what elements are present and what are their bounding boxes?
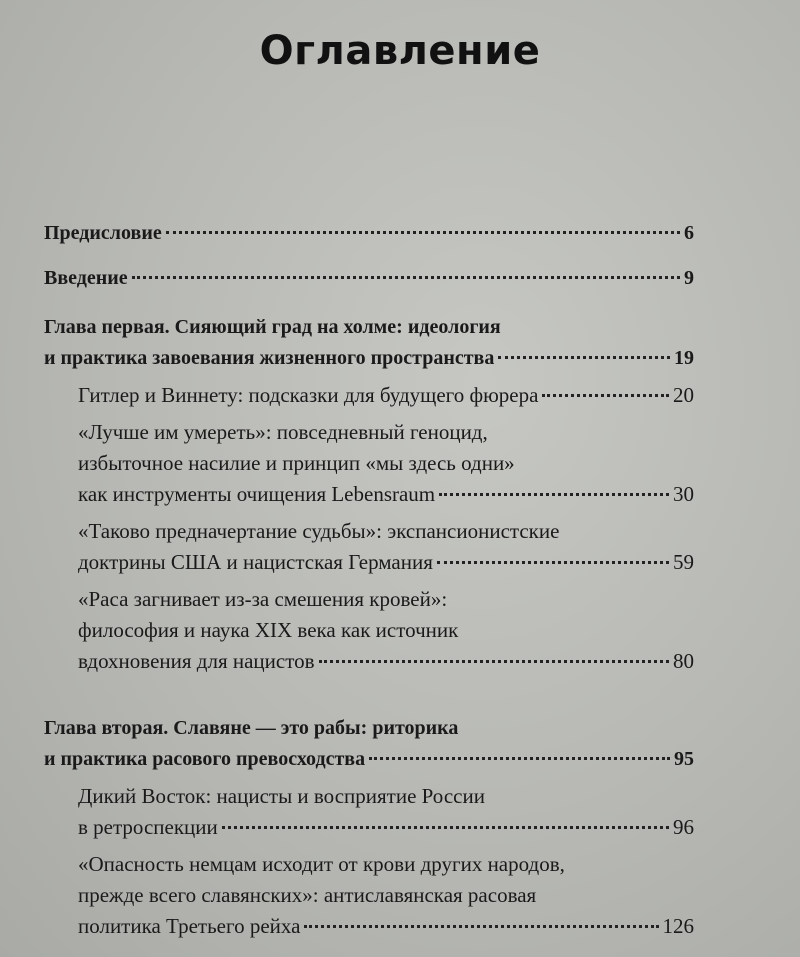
toc-entry-chapter-2	[44, 713, 694, 775]
page-number: 126	[662, 914, 694, 938]
entry-title: Введение	[44, 267, 128, 289]
table-of-contents	[44, 218, 694, 942]
entry-title: Гитлер и Виннету: подсказки для будущего фюрера	[78, 383, 539, 407]
dot-leader	[439, 493, 669, 496]
page-number: 19	[674, 347, 694, 369]
toc-entry-section	[78, 584, 694, 677]
entry-title: политика Третьего рейха	[78, 914, 301, 938]
page-number: 59	[673, 550, 694, 574]
dot-leader	[498, 356, 670, 359]
toc-line	[44, 343, 694, 374]
page-number: 9	[684, 267, 694, 289]
toc-entry-section	[78, 417, 694, 510]
entry-title-line: «Таково предначертание судьбы»: экспансионистские	[78, 519, 560, 543]
entry-title-line: «Опасность немцам исходит от крови других народов,	[78, 852, 565, 876]
toc-entry-section	[78, 380, 694, 411]
toc-entry-section	[78, 781, 694, 843]
entry-title: доктрины США и нацистская Германия	[78, 550, 433, 574]
dot-leader	[542, 394, 669, 397]
page-number: 6	[684, 222, 694, 244]
entry-title-line: философия и наука XIX века как источник	[78, 618, 459, 642]
entry-title: и практика завоевания жизненного пространства	[44, 347, 495, 369]
entry-title-line: Глава первая. Сияющий град на холме: идеология	[44, 316, 501, 338]
dot-leader	[304, 925, 658, 928]
toc-line	[78, 646, 694, 677]
entry-title-line: Дикий Восток: нацисты и восприятие России	[78, 784, 485, 808]
entry-title: и практика расового превосходства	[44, 748, 366, 770]
toc-entry-chapter-1	[44, 312, 694, 374]
dot-leader	[132, 276, 680, 279]
entry-title-line: Глава вторая. Славяне — это рабы: риторика	[44, 717, 459, 739]
dot-leader	[222, 826, 669, 829]
toc-entry-preface	[44, 218, 694, 249]
toc-line	[78, 479, 694, 510]
toc-entry-section	[78, 849, 694, 942]
entry-title: в ретроспекции	[78, 815, 218, 839]
entry-title: как инструменты очищения Lebensraum	[78, 482, 436, 506]
dot-leader	[319, 660, 669, 663]
toc-line	[44, 744, 694, 775]
page-number: 20	[673, 383, 694, 407]
page-number: 95	[674, 748, 694, 770]
toc-line	[78, 380, 694, 411]
page-number: 30	[673, 482, 694, 506]
dot-leader	[437, 561, 669, 564]
entry-title: вдохновения для нацистов	[78, 649, 315, 673]
page-title: Оглавление	[259, 28, 541, 74]
toc-line	[44, 218, 694, 249]
entry-title-line: «Раса загнивает из-за смешения кровей»:	[78, 587, 448, 611]
toc-entry-section	[78, 516, 694, 578]
toc-line	[78, 547, 694, 578]
entry-title-line: прежде всего славянских»: антиславянская расовая	[78, 883, 537, 907]
dot-leader	[369, 757, 670, 760]
toc-line	[44, 263, 694, 294]
dot-leader	[166, 231, 680, 234]
entry-title: Предисловие	[44, 222, 162, 244]
toc-entry-introduction	[44, 263, 694, 294]
page-number: 96	[673, 815, 694, 839]
entry-title-line: «Лучше им умереть»: повседневный геноцид,	[78, 420, 488, 444]
toc-line	[78, 911, 694, 942]
entry-title-line: избыточное насилие и принцип «мы здесь одни»	[78, 451, 515, 475]
toc-line	[78, 812, 694, 843]
page-number: 80	[673, 649, 694, 673]
